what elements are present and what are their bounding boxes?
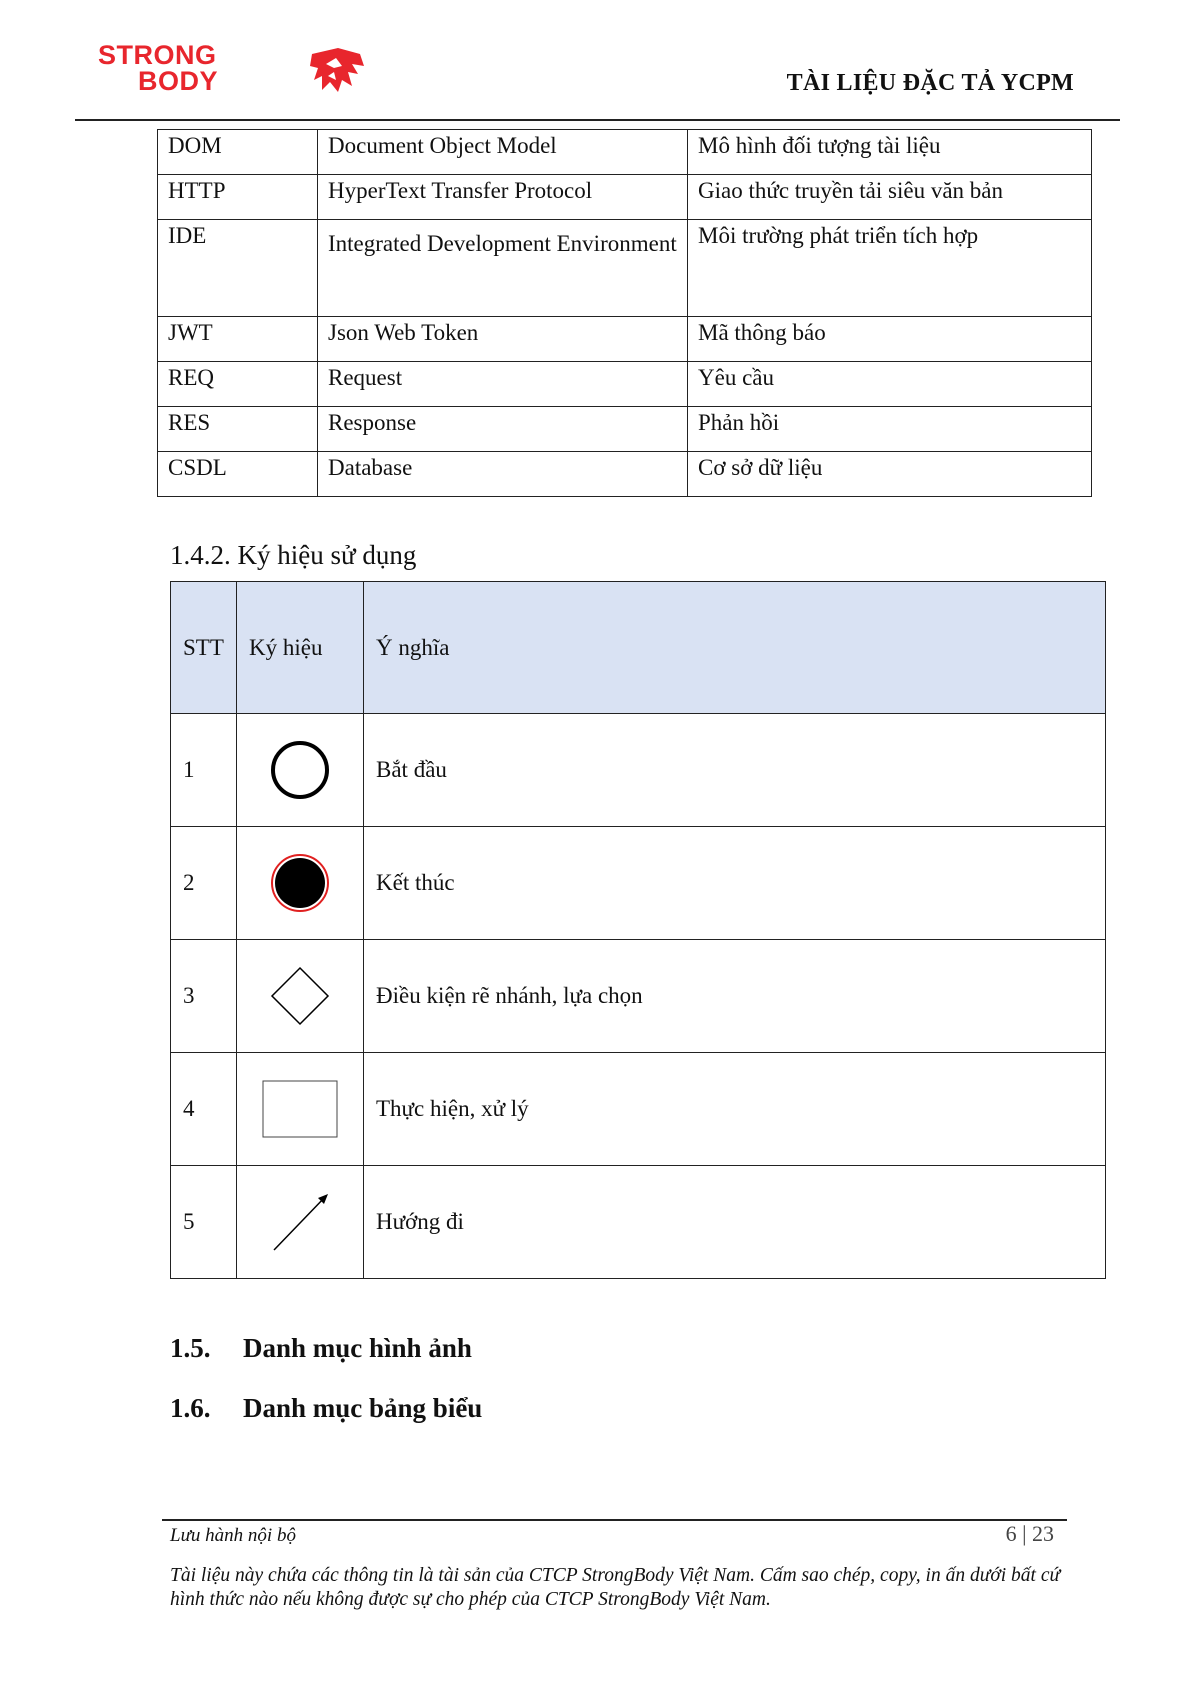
meaning-cell: Giao thức truyền tải siêu văn bản: [688, 175, 1092, 220]
abbr-cell: DOM: [158, 130, 318, 175]
abbr-cell: CSDL: [158, 452, 318, 497]
symbol-cell: [237, 1053, 364, 1166]
logo-line-2: BODY: [138, 66, 219, 96]
table-row: [171, 940, 1106, 1053]
stt-cell: 5: [171, 1166, 237, 1279]
meaning-cell: Cơ sở dữ liệu: [688, 452, 1092, 497]
footer-internal-label: Lưu hành nội bộ: [170, 1525, 296, 1546]
meaning-cell: Môi trường phát triển tích hợp: [688, 220, 1092, 317]
section-title: Danh mục hình ảnh: [243, 1333, 472, 1363]
stt-header: STT: [171, 582, 237, 714]
abbr-cell: IDE: [158, 220, 318, 317]
stt-cell: 2: [171, 827, 237, 940]
table-row: [158, 175, 1092, 220]
full-term-cell: Json Web Token: [318, 317, 688, 362]
section-number: 1.6.: [170, 1393, 211, 1423]
abbr-cell: RES: [158, 407, 318, 452]
table-row: [158, 220, 1092, 317]
document-title: TÀI LIỆU ĐẶC TẢ YCPM: [786, 70, 1074, 96]
stt-cell: 3: [171, 940, 237, 1053]
abbreviation-table: [157, 129, 1092, 497]
footer-divider: [162, 1519, 1067, 1521]
symbol-cell: [237, 940, 364, 1053]
page-number: 6 | 23: [1005, 1521, 1054, 1546]
logo-line-1: STRONG: [98, 40, 217, 70]
abbr-cell: JWT: [158, 317, 318, 362]
footer-confidentiality-note: Tài liệu này chứa các thông tin là tài sản của CTCP StrongBody Việt Nam. Cấm sao chép, copy, in ấn dưới bất cứ hình thức nào nếu không được sự cho phép của CTCP StrongBody Việt Nam.: [170, 1565, 1061, 1610]
full-term-cell: HyperText Transfer Protocol: [318, 175, 688, 220]
abbr-cell: REQ: [158, 362, 318, 407]
symbols-table: [170, 581, 1106, 1279]
section-number: 1.5.: [170, 1333, 211, 1363]
decision-diamond-icon: [268, 964, 332, 1028]
meaning-cell: Mô hình đối tượng tài liệu: [688, 130, 1092, 175]
table-header-row: [171, 582, 1106, 714]
meaning-cell: Phản hồi: [688, 407, 1092, 452]
meaning-cell: Hướng đi: [364, 1166, 1106, 1279]
full-term-cell: Integrated Development Environment: [318, 220, 688, 317]
table-row: [158, 130, 1092, 175]
company-logo: [98, 42, 298, 98]
table-row: [171, 827, 1106, 940]
full-term-cell: Document Object Model: [318, 130, 688, 175]
stt-cell: 4: [171, 1053, 237, 1166]
full-term-cell: Database: [318, 452, 688, 497]
meaning-cell: Yêu cầu: [688, 362, 1092, 407]
table-row: [171, 1053, 1106, 1166]
table-row: [158, 362, 1092, 407]
end-circle-icon: [268, 851, 332, 915]
meaning-cell: Thực hiện, xử lý: [364, 1053, 1106, 1166]
process-rectangle-icon: [260, 1077, 340, 1141]
arrow-icon: [268, 1190, 332, 1254]
section-heading-tables: [170, 1393, 482, 1424]
meaning-cell: Bắt đầu: [364, 714, 1106, 827]
symbol-cell: [237, 714, 364, 827]
symbol-cell: [237, 1166, 364, 1279]
full-term-cell: Response: [318, 407, 688, 452]
start-circle-icon: [268, 738, 332, 802]
table-row: [171, 714, 1106, 827]
table-row: [171, 1166, 1106, 1279]
logo-wordmark: [98, 42, 218, 94]
symbol-cell: [237, 827, 364, 940]
abbr-cell: HTTP: [158, 175, 318, 220]
section-title: Danh mục bảng biểu: [243, 1393, 483, 1423]
meaning-cell: Mã thông báo: [688, 317, 1092, 362]
table-row: [158, 452, 1092, 497]
symbols-subheading: 1.4.2. Ký hiệu sử dụng: [170, 540, 417, 570]
meaning-cell: Điều kiện rẽ nhánh, lựa chọn: [364, 940, 1106, 1053]
meaning-cell: Kết thúc: [364, 827, 1106, 940]
dragon-logo-icon: [308, 46, 366, 94]
table-row: [158, 317, 1092, 362]
stt-cell: 1: [171, 714, 237, 827]
header-divider: [75, 119, 1120, 121]
table-row: [158, 407, 1092, 452]
full-term-cell: Request: [318, 362, 688, 407]
meaning-header: Ý nghĩa: [364, 582, 1106, 714]
symbol-header: Ký hiệu: [237, 582, 364, 714]
section-heading-images: [170, 1333, 472, 1364]
